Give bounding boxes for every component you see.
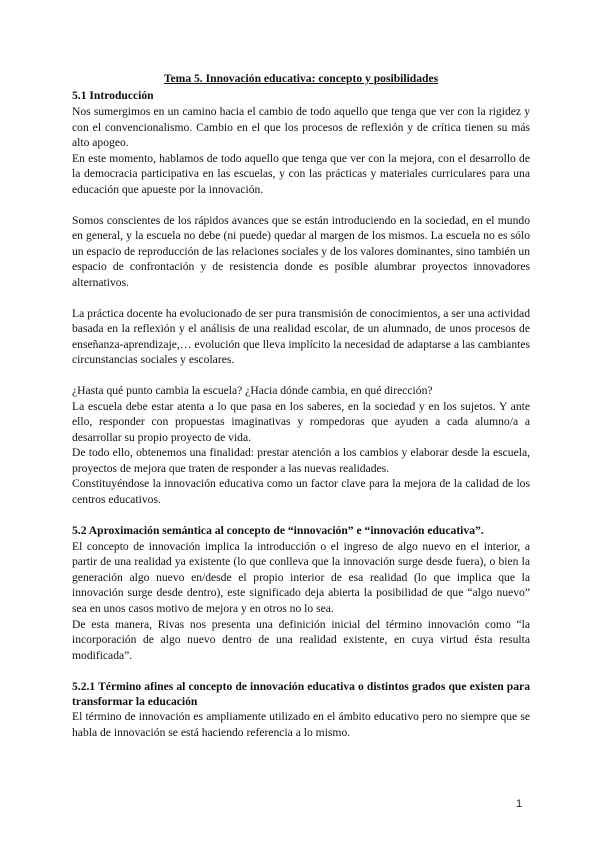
page-number: 1 — [516, 798, 523, 810]
paragraph: El concepto de innovación implica la introducción o el ingreso de algo nuevo en el interior, a partir de una realidad ya existente (lo que conlleva que la innovación surge desde fuera), o bien la generación algo nuevo en/desde el propio interior de esa realidad (lo que implica que la innovación surge desde dentro), este significado deja abierta la posibilidad de que “algo nuevo” sea en unos casos motivo de mejora y en otros no lo sea. — [72, 539, 530, 616]
paragraph: La escuela debe estar atenta a lo que pasa en los saberes, en la sociedad y en los sujetos. Y ante ello, responder con propuestas imaginativas y rompedoras que ayuden a cada alumno/a a desarrollar su propio proyecto de vida. — [72, 399, 530, 444]
paragraph: En este momento, hablamos de todo aquello que tenga que ver con la mejora, con el desarrollo de la democracia participativa en las escuelas, y con las prácticas y materiales curriculares para una educación que apueste por la innovación. — [72, 151, 530, 196]
document-page — [72, 72, 530, 741]
subsection-heading-terminos-afines: 5.2.1 Término afines al concepto de innovación educativa o distintos grados que existen para transformar la educación — [72, 680, 530, 709]
paragraph: De esta manera, Rivas nos presenta una definición inicial del término innovación como “la incorporación de algo nuevo dentro de una realidad existente, en cuya virtud ésta resulta modificada”. — [72, 617, 530, 662]
paragraph: Nos sumergimos en un camino hacia el cambio de todo aquello que tenga que ver con la rigidez y con el convencionalismo. Cambio en el que los procesos de reflexión y de crítica tienen su más alto apogeo. — [72, 105, 530, 150]
paragraph: De todo ello, obtenemos una finalidad: prestar atención a los cambios y elaborar desde la escuela, proyectos de mejora que traten de responder a las nuevas realidades. — [72, 446, 530, 475]
document-title: Tema 5. Innovación educativa: concepto y posibilidades — [163, 72, 439, 85]
paragraph: El término de innovación es ampliamente utilizado en el ámbito educativo pero no siempre que se habla de innovación se está haciendo referencia a lo mismo. — [72, 710, 530, 739]
paragraph: Somos conscientes de los rápidos avances que se están introduciendo en la sociedad, en el mundo en general, y la escuela no debe (ni puede) quedar al margen de los mismos. La escuela no es sólo un espacio de reproducción de las relaciones sociales y de los valores dominantes, sino también un espacio de confrontación y de resistencia donde es posible alumbrar proyectos innovadores alternativos. — [72, 213, 530, 289]
paragraph: Constituyéndose la innovación educativa como un factor clave para la mejora de la calidad de los centros educativos. — [72, 477, 530, 507]
section-heading-aproximacion-semantica: 5.2 Aproximación semántica al concepto de “innovación” e “innovación educativa”. — [72, 523, 484, 537]
paragraph: ¿Hasta qué punto cambia la escuela? ¿Hacia dónde cambia, en qué dirección? — [72, 383, 433, 397]
section-heading-introduccion: 5.1 Introducción — [72, 89, 154, 102]
paragraph: La práctica docente ha evolucionado de ser pura transmisión de conocimientos, a ser una actividad basada en la reflexión y el análisis de una realidad escolar, de un alumnado, de unos procesos de enseñanza-aprendizaje,… evolución que lleva implícito la necesidad de adaptarse a las cambiantes circunstancias sociales y escolares. — [72, 306, 530, 367]
